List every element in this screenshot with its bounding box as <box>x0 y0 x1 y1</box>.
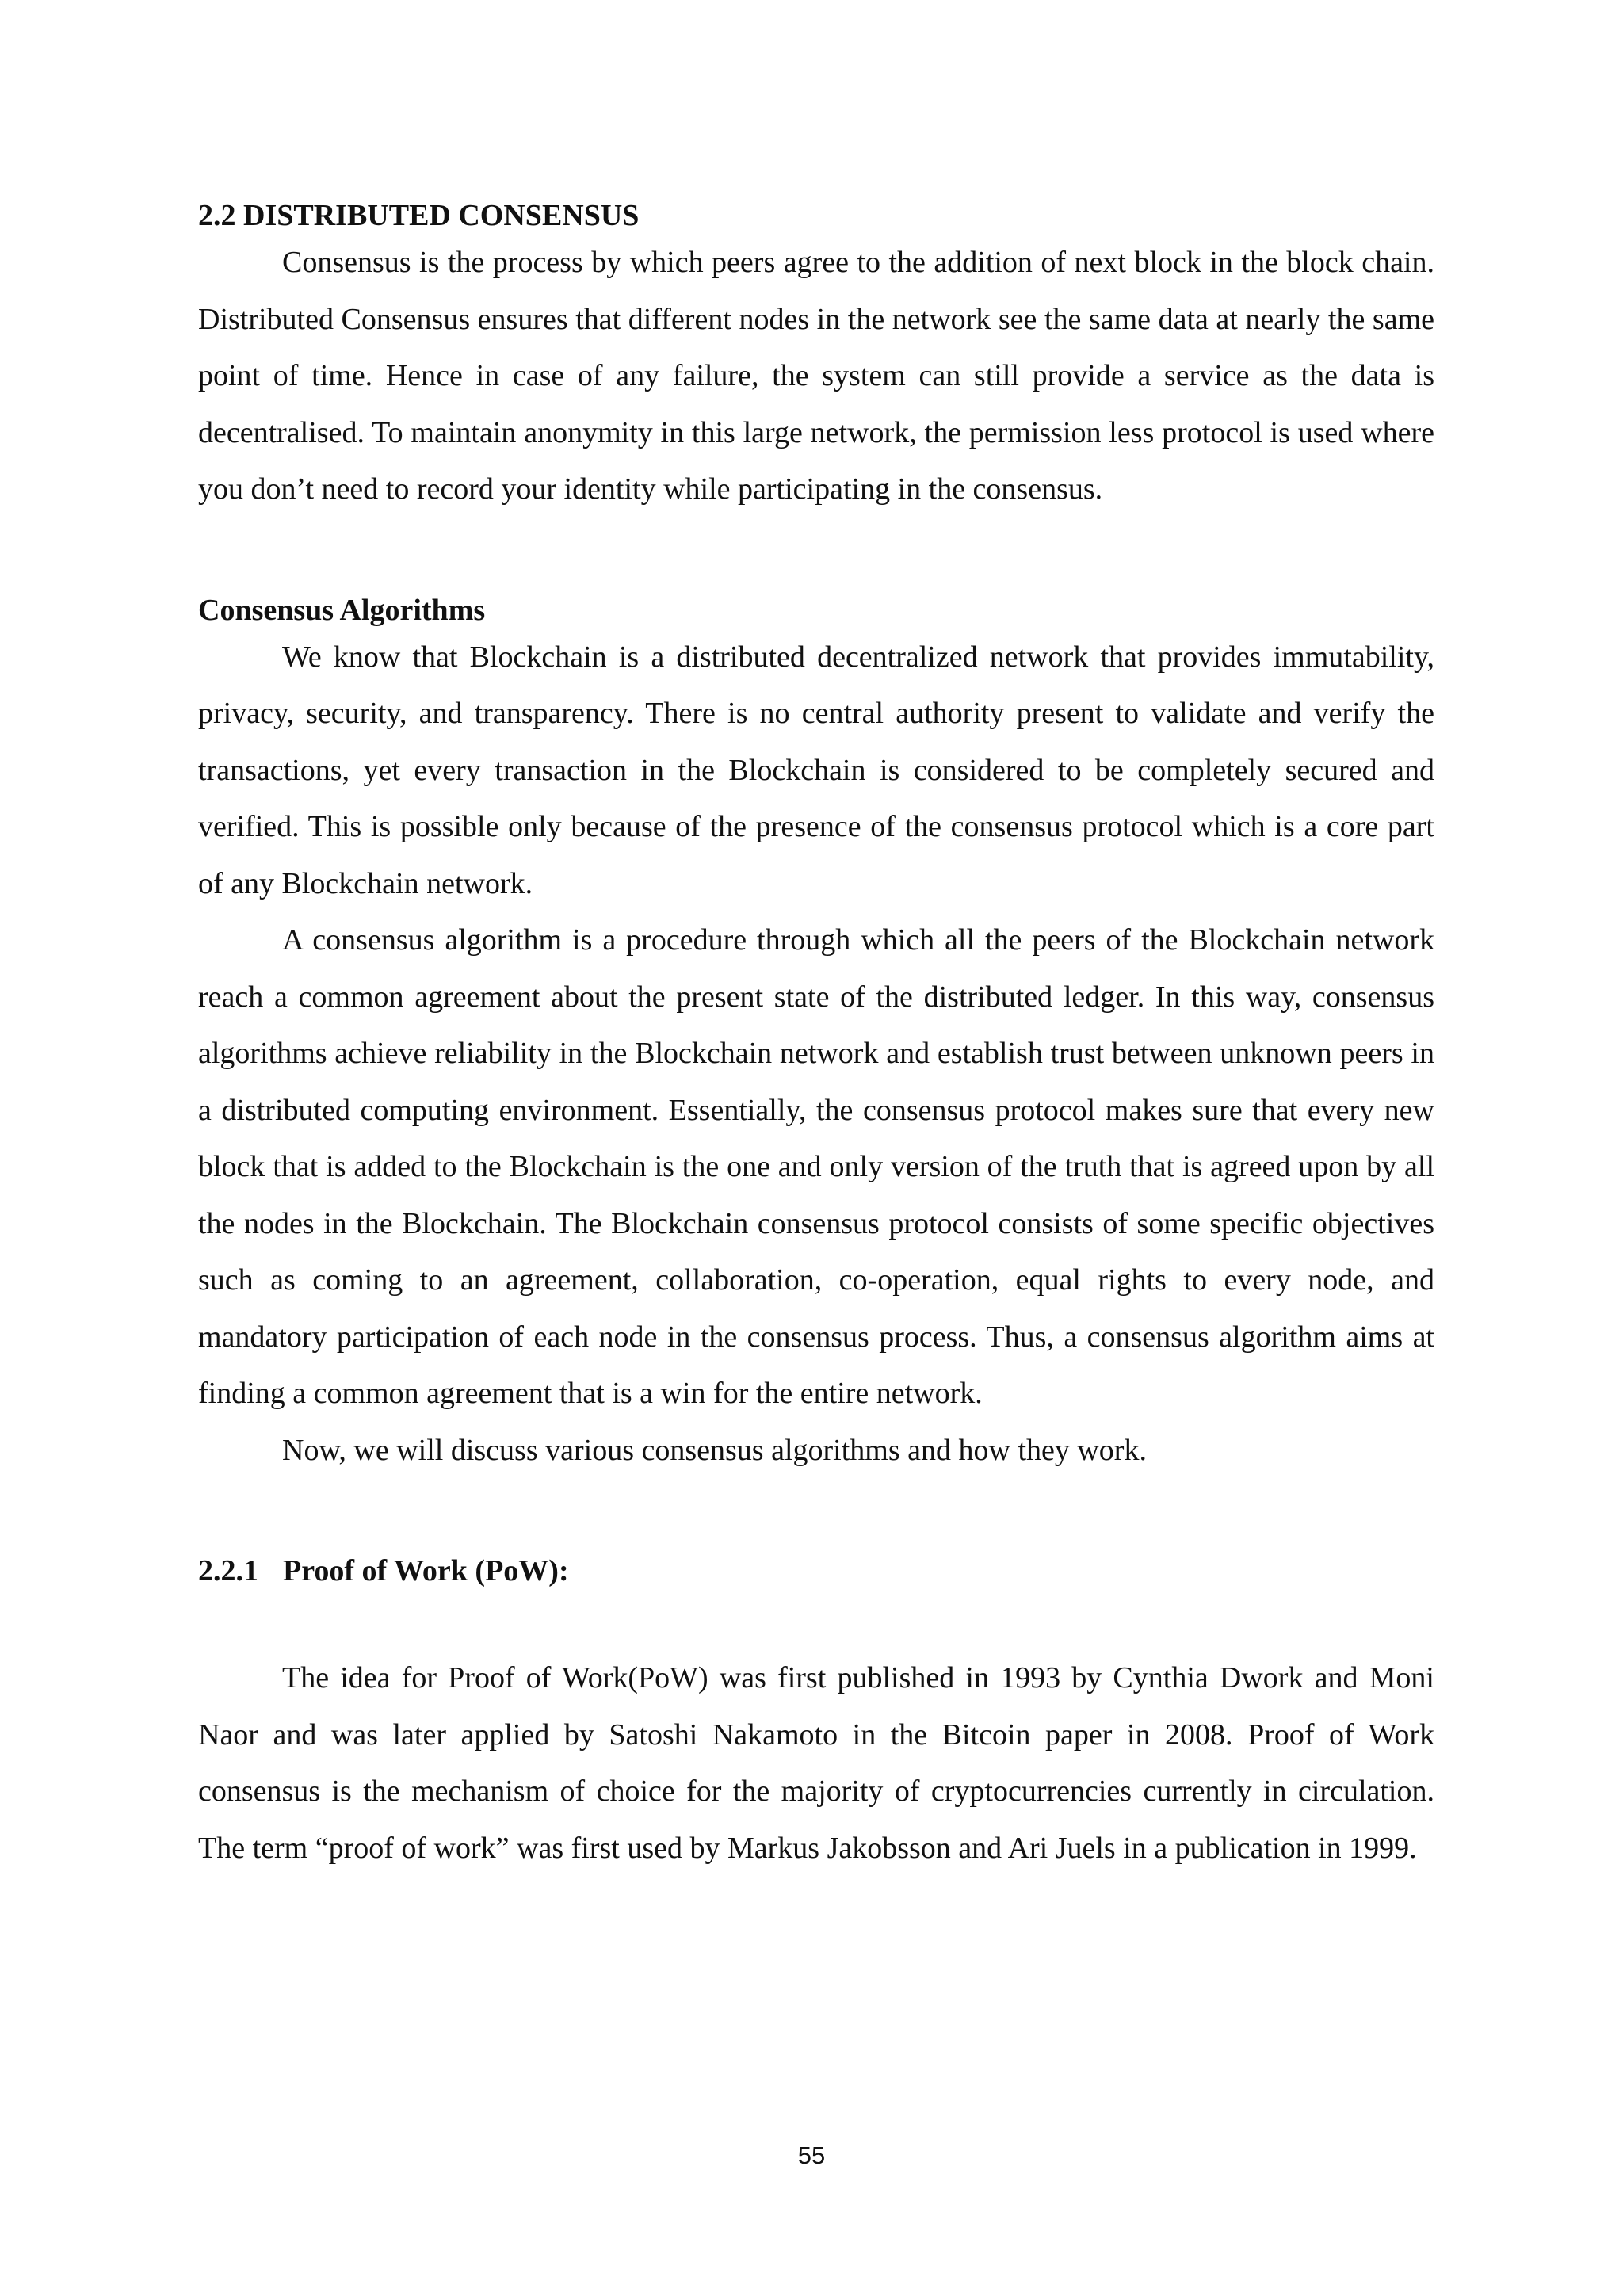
algorithms-paragraph-2: A consensus algorithm is a procedure through which all the peers of the Blockchain network reach a common agreement about the present state of the distributed ledger. In this way, consensus algorithms achieve reliability in the Blockchain network and establish trust between unknown peers in a distributed computing environment. Essentially, the consensus protocol makes sure that every new block that is added to the Blockchain is the one and only version of the truth that is agreed upon by all the nodes in the Blockchain. The Blockchain consensus protocol consists of some specific objectives such as coming to an agreement, collaboration, co-operation, equal rights to every node, and mandatory participation of each node in the consensus process. Thus, a consensus algorithm aims at finding a common agreement that is a win for the entire network. <box>198 923 1434 1410</box>
subsection-title: Proof of Work (PoW): <box>283 1554 569 1587</box>
proof-of-work-paragraph: The idea for Proof of Work(PoW) was first published in 1993 by Cynthia Dwork and Moni Naor and was later applied by Satoshi Nakamoto in the Bitcoin paper in 2008. Proof of Work consensus is the mechanism of choice for the majority of cryptocurrencies currently in circulation. The term “proof of work” was first used by Markus Jakobsson and Ari Juels in a publication in 1999. <box>198 1661 1434 1865</box>
document-page <box>198 197 1434 1877</box>
distributed-consensus-paragraph: Consensus is the process by which peers agree to the addition of next block in the block chain. Distributed Consensus ensures that different nodes in the network see the same data at nearly the same point of time. Hence in case of any failure, the system can still provide a service as the data is decentralised. To maintain anonymity in this large network, the permission less protocol is used where you don’t need to record your identity while participating in the consensus. <box>198 246 1434 506</box>
proof-of-work-heading <box>198 1552 1434 1590</box>
subsection-number: 2.2.1 <box>198 1554 258 1587</box>
algorithms-paragraph-1: We know that Blockchain is a distributed decentralized network that provides immutability, privacy, security, and transparency. There is no central authority present to validate and verify the transactions, yet every transaction in the Blockchain is considered to be completely secured and verified. This is possible only because of the presence of the consensus protocol which is a core part of any Blockchain network. <box>198 640 1434 900</box>
algorithms-paragraph-3: Now, we will discuss various consensus algorithms and how they work. <box>282 1433 1147 1467</box>
page-number: 55 <box>797 2141 826 2169</box>
section-heading: 2.2 DISTRIBUTED CONSENSUS <box>198 199 640 232</box>
consensus-algorithms-heading: Consensus Algorithms <box>198 593 486 627</box>
